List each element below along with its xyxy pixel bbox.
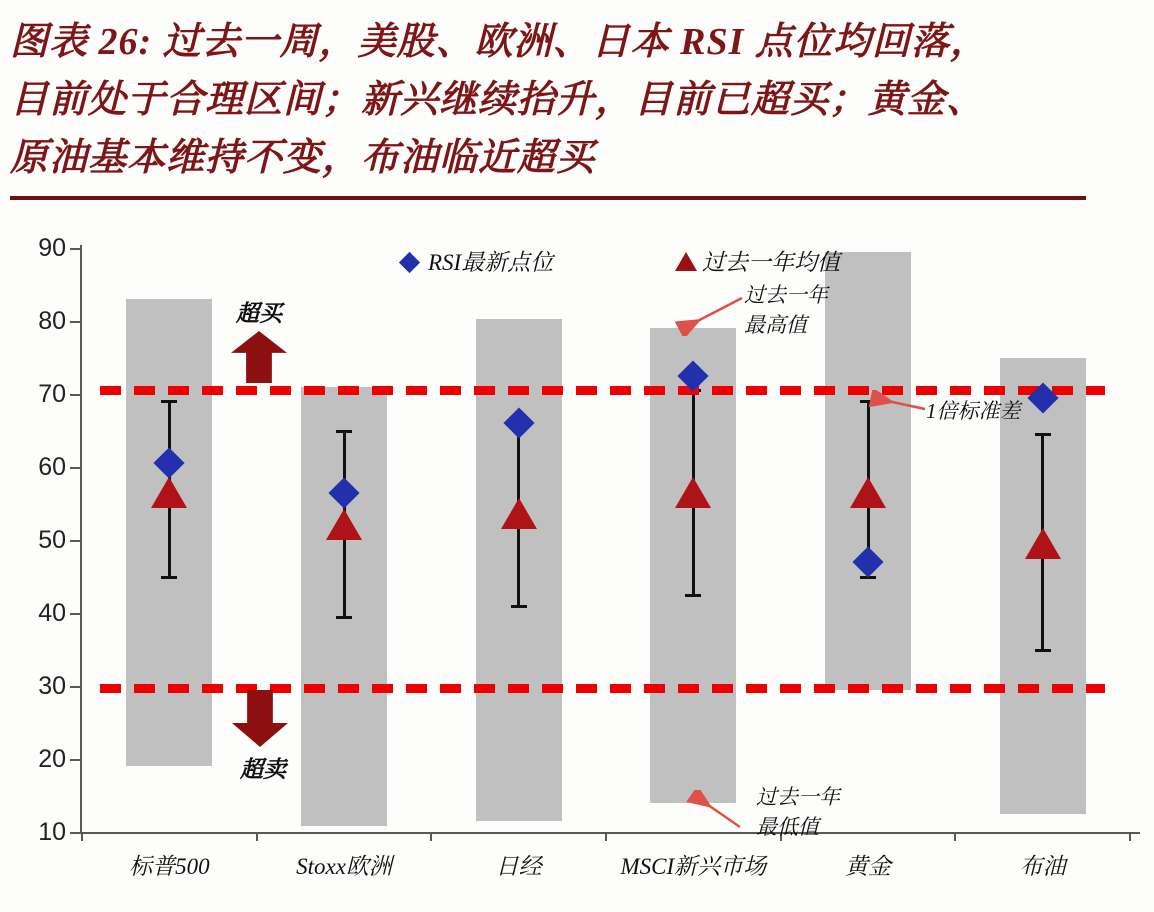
x-category-label-gold: 黄金 bbox=[845, 854, 891, 879]
y-tick-20 bbox=[70, 759, 80, 761]
y-tick-40 bbox=[70, 613, 80, 615]
std-cap-top-brent bbox=[1035, 433, 1051, 436]
year-mean-triangle-nikkei bbox=[501, 498, 537, 529]
x-tick-2 bbox=[430, 832, 432, 841]
std-cap-top-sp500 bbox=[161, 400, 177, 403]
y-tick-30 bbox=[70, 686, 80, 688]
y-tick-10 bbox=[70, 832, 80, 834]
year-mean-triangle-sp500 bbox=[151, 477, 187, 508]
std-cap-bottom-sp500 bbox=[161, 576, 177, 579]
std-cap-bottom-stoxx-europe bbox=[336, 616, 352, 619]
overbought-label: 超买 bbox=[236, 301, 282, 326]
y-tick-80 bbox=[70, 321, 80, 323]
figure-title-line-3: 原油基本维持不变，布油临近超买 bbox=[10, 137, 596, 179]
y-tick-label-80: 80 bbox=[38, 307, 66, 335]
oversold-label: 超卖 bbox=[240, 757, 286, 782]
year-mean-triangle-stoxx-europe bbox=[326, 509, 362, 540]
year-low-arrow-icon bbox=[660, 790, 760, 835]
year-high-annotation-line-1: 过去一年 bbox=[744, 283, 828, 307]
std-arrow-icon bbox=[868, 390, 953, 416]
y-tick-90 bbox=[70, 248, 80, 250]
year-low-annotation-line-2: 最低值 bbox=[756, 815, 819, 839]
y-tick-60 bbox=[70, 467, 80, 469]
std-cap-bottom-brent bbox=[1035, 649, 1051, 652]
std-annotation-label: 1倍标准差 bbox=[926, 399, 1021, 423]
figure-title-line-2: 目前处于合理区间；新兴继续抬升，目前已超买；黄金、 bbox=[10, 79, 986, 121]
y-tick-label-10: 10 bbox=[38, 818, 66, 846]
rsi-range-chart bbox=[0, 206, 1154, 912]
x-category-label-nikkei: 日经 bbox=[495, 854, 542, 879]
y-tick-label-30: 30 bbox=[38, 672, 66, 700]
y-tick-70 bbox=[70, 394, 80, 396]
x-category-label-brent: 布油 bbox=[1019, 854, 1066, 879]
x-tick-1 bbox=[256, 832, 258, 841]
y-tick-50 bbox=[70, 540, 80, 542]
x-tick-3 bbox=[605, 832, 607, 841]
x-category-label-sp500: 标普500 bbox=[129, 854, 210, 879]
y-tick-label-90: 90 bbox=[38, 234, 66, 262]
std-cap-bottom-msci-em bbox=[685, 594, 701, 597]
title-divider bbox=[10, 196, 1086, 200]
x-tick-5 bbox=[954, 832, 956, 841]
std-cap-top-stoxx-europe bbox=[336, 430, 352, 433]
x-tick-0 bbox=[81, 832, 83, 841]
overbought-dashed-line bbox=[100, 386, 1105, 395]
x-tick-6 bbox=[1129, 832, 1131, 841]
std-cap-bottom-nikkei bbox=[511, 605, 527, 608]
year-mean-triangle-brent bbox=[1025, 528, 1061, 559]
year-mean-triangle-gold bbox=[850, 477, 886, 508]
x-axis-line bbox=[80, 832, 1140, 834]
y-tick-label-50: 50 bbox=[38, 526, 66, 554]
legend-mean-triangle-icon bbox=[675, 252, 697, 271]
legend-mean-label: 过去一年均值 bbox=[702, 250, 840, 275]
year-high-annotation-line-2: 最高值 bbox=[744, 313, 807, 337]
year-mean-triangle-msci-em bbox=[675, 477, 711, 508]
year-high-arrow-icon bbox=[660, 288, 760, 336]
x-category-label-msci-em: MSCI新兴市场 bbox=[620, 854, 767, 879]
y-tick-label-40: 40 bbox=[38, 599, 66, 627]
x-category-label-stoxx-europe: Stoxx欧洲 bbox=[296, 854, 392, 879]
y-tick-label-20: 20 bbox=[38, 745, 66, 773]
year-low-annotation-line-1: 过去一年 bbox=[756, 785, 840, 809]
y-axis-line bbox=[80, 245, 82, 834]
y-tick-label-60: 60 bbox=[38, 453, 66, 481]
figure-title-line-1: 图表 26: 过去一周，美股、欧洲、日本 RSI 点位均回落， bbox=[10, 21, 989, 63]
legend-rsi-label: RSI最新点位 bbox=[428, 250, 554, 275]
y-tick-label-70: 70 bbox=[38, 380, 66, 408]
